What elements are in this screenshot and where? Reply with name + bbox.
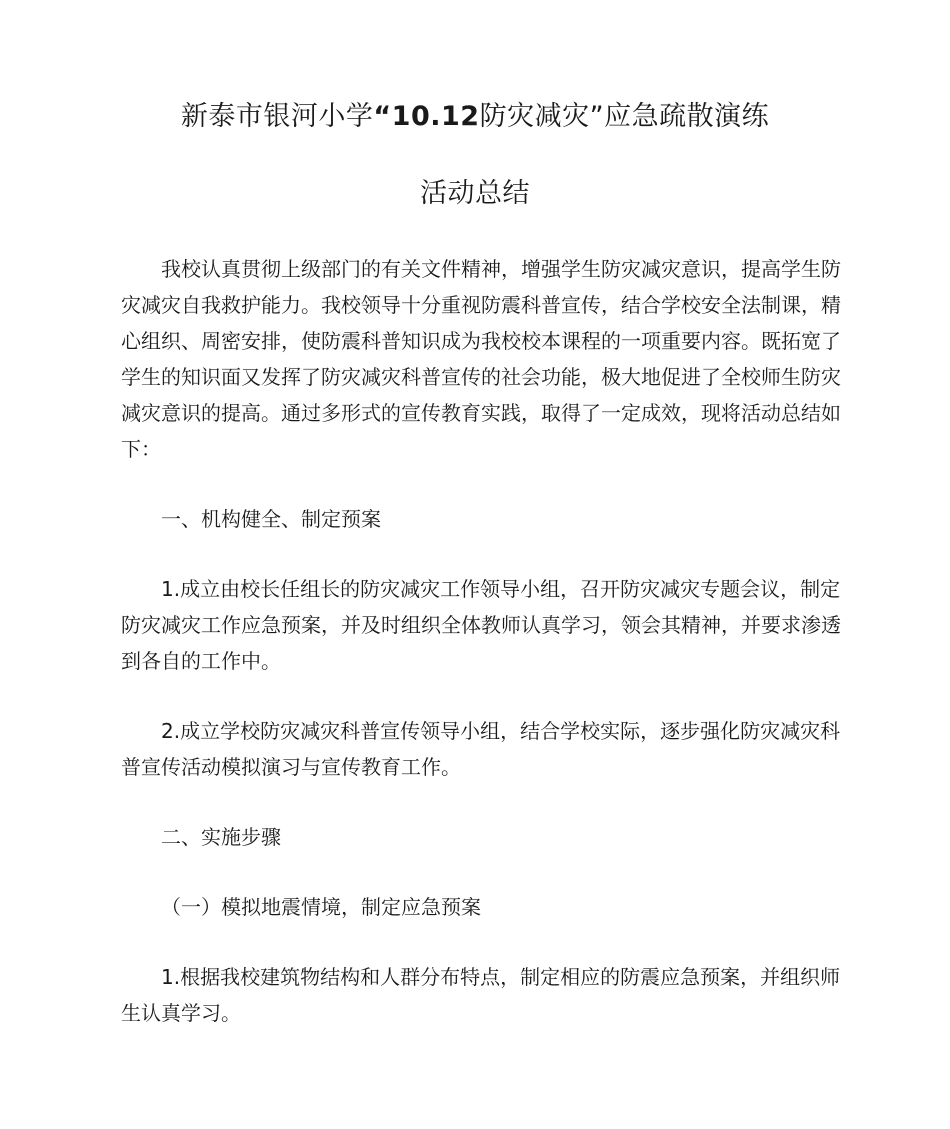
title-line-1 [0, 94, 950, 133]
section-heading-2: 二、实施步骤 [161, 825, 281, 849]
intro-paragraph: 我校认真贯彻上级部门的有关文件精神，增强学生防灾减灾意识，提高学生防灾减灾自我救护能力。我校领导十分重视防震科普宣传，结合学校安全法制课，精心组织、周密安排，使防震科普知识成为我校校本课程的一项重要内容。既拓宽了学生的知识面又发挥了防灾减灾科普宣传的社会功能，极大地促进了全校师生防灾减灾意识的提高。通过多形式的宣传教育实践，取得了一定成效，现将活动总结如下： [121, 257, 841, 461]
title-line-2: 活动总结 [420, 178, 530, 209]
paragraph-item-1: 1.成立由校长任组长的防灾减灾工作领导小组，召开防灾减灾专题会议，制定防灾减灾工作应急预案，并及时组织全体教师认真学习，领会其精神，并要求渗透到各自的工作中。 [121, 577, 841, 673]
title-suffix: 防灾减灾”应急疏散演练 [479, 101, 770, 132]
subsection-heading-1: （一）模拟地震情境，制定应急预案 [161, 895, 481, 919]
paragraph-item-2: 2.成立学校防灾减灾科普宣传领导小组，结合学校实际，逐步强化防灾减灾科普宣传活动模拟演习与宣传教育工作。 [121, 719, 841, 779]
paragraph-item-3: 1.根据我校建筑物结构和人群分布特点，制定相应的防震应急预案，并组织师生认真学习。 [121, 965, 841, 1025]
document-body [121, 251, 841, 1031]
title-prefix: 新泰市银河小学 [180, 101, 374, 132]
title-date: “10.12 [373, 101, 480, 132]
section-heading-1: 一、机构健全、制定预案 [161, 507, 381, 531]
